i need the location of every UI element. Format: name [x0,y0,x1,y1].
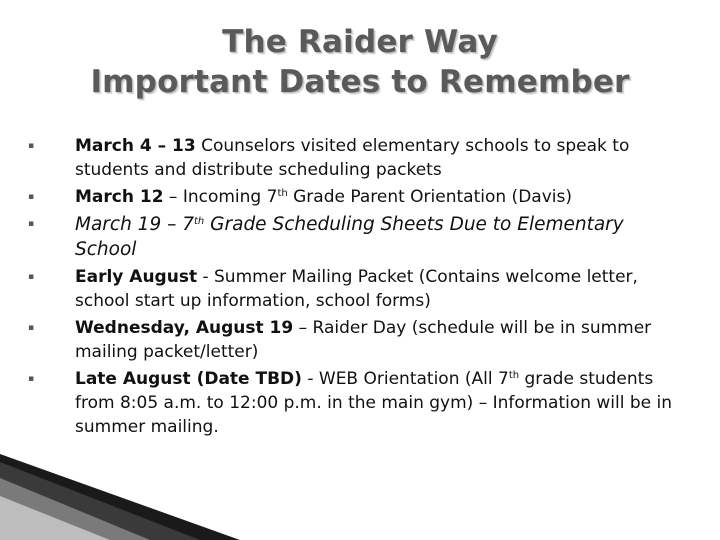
item-text: - WEB Orientation (All 7 [301,369,509,389]
item-text: Counselors visited elementary schools to speak to students and distribute scheduling packets [75,136,630,180]
dates-list [28,134,678,442]
item-text: - Summer Mailing Packet (Contains welcome letter, school start up information, school forms) [75,267,638,311]
title-line-2: Important Dates to Remember [90,64,630,100]
item-date: Early August [75,267,198,287]
item-text-rest: grade students from 8:05 a.m. to 12:00 p.m. in the main gym) – Information will be in summer mailing. [75,369,673,437]
ordinal-suffix: th [277,188,288,199]
bullet-icon: ▪ [28,192,35,202]
ordinal-suffix: th [508,370,520,381]
ordinal-suffix: th [194,216,205,227]
list-item [28,316,678,364]
item-date: Wednesday, August 19 [75,318,294,338]
list-item [28,265,678,313]
item-text: March 19 – 7 [75,214,195,235]
list-item [28,185,678,209]
bullet-icon: ▪ [28,219,35,229]
bullet-icon: ▪ [28,323,35,333]
list-item [28,134,678,182]
item-date: Late August (Date TBD) [75,369,302,389]
title-line-1: The Raider Way [222,24,498,60]
slide-title [60,22,660,102]
item-date: March 12 [75,187,164,207]
list-item [28,212,678,262]
item-text-rest: Grade Scheduling Sheets Due to Elementary School [75,214,624,260]
bullet-icon: ▪ [28,272,35,282]
item-text: – Raider Day (schedule will be in summer mailing packet/letter) [75,318,652,362]
bullet-icon: ▪ [28,141,35,151]
corner-swoosh-decoration [0,448,240,540]
item-text-rest: Grade Parent Orientation (Davis) [287,187,572,207]
item-date: March 4 – 13 [75,136,196,156]
bullet-icon: ▪ [28,374,35,384]
list-item [28,367,678,439]
item-text: – Incoming 7 [163,187,278,207]
